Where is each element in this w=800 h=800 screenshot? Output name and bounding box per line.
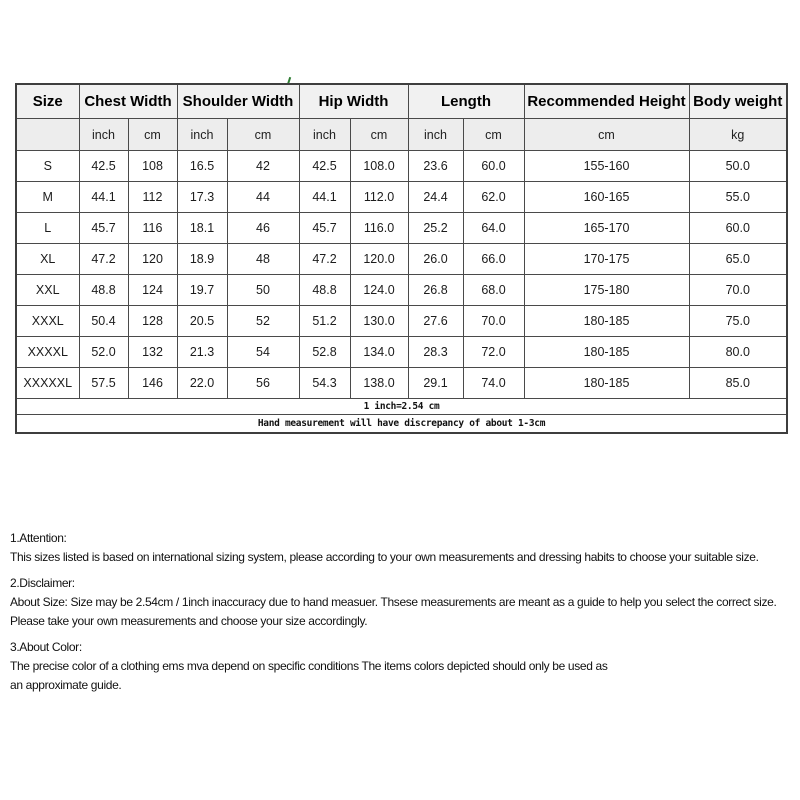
value-cell: 124 bbox=[128, 275, 177, 306]
unit-cell: cm bbox=[463, 119, 524, 151]
value-cell: 24.4 bbox=[408, 182, 463, 213]
value-cell: 44.1 bbox=[79, 182, 128, 213]
value-cell: 50.0 bbox=[689, 151, 787, 182]
table-row bbox=[16, 244, 787, 275]
column-header-chest-width: Chest Width bbox=[79, 84, 177, 119]
value-cell: 75.0 bbox=[689, 306, 787, 337]
value-cell: 52.8 bbox=[299, 337, 350, 368]
value-cell: 120.0 bbox=[350, 244, 408, 275]
unit-cell: inch bbox=[79, 119, 128, 151]
column-header-size: Size bbox=[16, 84, 79, 119]
unit-cell: kg bbox=[689, 119, 787, 151]
note-line: The precise color of a clothing ems mva depend on specific conditions The items colors depicted should only be used as bbox=[10, 659, 608, 673]
value-cell: 116.0 bbox=[350, 213, 408, 244]
column-header-recommended-height: Recommended Height bbox=[524, 84, 689, 119]
value-cell: 120 bbox=[128, 244, 177, 275]
value-cell: 54.3 bbox=[299, 368, 350, 399]
value-cell: 47.2 bbox=[299, 244, 350, 275]
note-about-color bbox=[10, 638, 799, 695]
note-heading: 2.Disclaimer: bbox=[10, 576, 75, 590]
value-cell: 112.0 bbox=[350, 182, 408, 213]
column-header-body-weight: Body weight bbox=[689, 84, 787, 119]
note-line: Please take your own measurements and choose your size accordingly. bbox=[10, 614, 368, 628]
value-cell: 138.0 bbox=[350, 368, 408, 399]
column-header-shoulder-width: Shoulder Width bbox=[177, 84, 299, 119]
value-cell: 108.0 bbox=[350, 151, 408, 182]
note-heading: 1.Attention: bbox=[10, 531, 67, 545]
value-cell: 26.0 bbox=[408, 244, 463, 275]
note-line: an approximate guide. bbox=[10, 678, 122, 692]
value-cell: 50 bbox=[227, 275, 299, 306]
unit-header-row bbox=[16, 119, 787, 151]
value-cell: 28.3 bbox=[408, 337, 463, 368]
size-cell: M bbox=[16, 182, 79, 213]
value-cell: 68.0 bbox=[463, 275, 524, 306]
value-cell: 42.5 bbox=[299, 151, 350, 182]
table-row bbox=[16, 368, 787, 399]
size-cell: XXXXL bbox=[16, 337, 79, 368]
value-cell: 60.0 bbox=[463, 151, 524, 182]
table-row bbox=[16, 275, 787, 306]
value-cell: 65.0 bbox=[689, 244, 787, 275]
value-cell: 48.8 bbox=[299, 275, 350, 306]
value-cell: 66.0 bbox=[463, 244, 524, 275]
value-cell: 165-170 bbox=[524, 213, 689, 244]
value-cell: 170-175 bbox=[524, 244, 689, 275]
value-cell: 112 bbox=[128, 182, 177, 213]
column-header-hip-width: Hip Width bbox=[299, 84, 408, 119]
value-cell: 16.5 bbox=[177, 151, 227, 182]
value-cell: 44 bbox=[227, 182, 299, 213]
note-attention bbox=[10, 529, 799, 567]
value-cell: 22.0 bbox=[177, 368, 227, 399]
value-cell: 175-180 bbox=[524, 275, 689, 306]
value-cell: 21.3 bbox=[177, 337, 227, 368]
value-cell: 80.0 bbox=[689, 337, 787, 368]
table-row bbox=[16, 337, 787, 368]
value-cell: 47.2 bbox=[79, 244, 128, 275]
value-cell: 146 bbox=[128, 368, 177, 399]
notes-section bbox=[10, 529, 799, 702]
value-cell: 27.6 bbox=[408, 306, 463, 337]
value-cell: 134.0 bbox=[350, 337, 408, 368]
value-cell: 29.1 bbox=[408, 368, 463, 399]
table-row bbox=[16, 306, 787, 337]
value-cell: 46 bbox=[227, 213, 299, 244]
value-cell: 62.0 bbox=[463, 182, 524, 213]
column-header-length: Length bbox=[408, 84, 524, 119]
value-cell: 180-185 bbox=[524, 368, 689, 399]
value-cell: 50.4 bbox=[79, 306, 128, 337]
size-cell: XXXL bbox=[16, 306, 79, 337]
unit-cell: inch bbox=[299, 119, 350, 151]
value-cell: 54 bbox=[227, 337, 299, 368]
footnote-row bbox=[16, 415, 787, 434]
value-cell: 25.2 bbox=[408, 213, 463, 244]
unit-cell: cm bbox=[350, 119, 408, 151]
value-cell: 51.2 bbox=[299, 306, 350, 337]
note-line: About Size: Size may be 2.54cm / 1inch inaccuracy due to hand measuer. Thsese measurements are meant as a guide to help you select the correct size. bbox=[10, 595, 777, 609]
header-row bbox=[16, 84, 787, 119]
value-cell: 130.0 bbox=[350, 306, 408, 337]
value-cell: 74.0 bbox=[463, 368, 524, 399]
value-cell: 70.0 bbox=[463, 306, 524, 337]
value-cell: 17.3 bbox=[177, 182, 227, 213]
value-cell: 128 bbox=[128, 306, 177, 337]
note-disclaimer bbox=[10, 574, 799, 631]
size-cell: L bbox=[16, 213, 79, 244]
size-chart-table bbox=[15, 83, 788, 434]
value-cell: 116 bbox=[128, 213, 177, 244]
value-cell: 72.0 bbox=[463, 337, 524, 368]
footnote-measurement-discrepancy: Hand measurement will have discrepancy of about 1-3cm bbox=[16, 415, 787, 434]
unit-cell: inch bbox=[177, 119, 227, 151]
unit-cell: inch bbox=[408, 119, 463, 151]
value-cell: 85.0 bbox=[689, 368, 787, 399]
value-cell: 52.0 bbox=[79, 337, 128, 368]
value-cell: 20.5 bbox=[177, 306, 227, 337]
value-cell: 44.1 bbox=[299, 182, 350, 213]
value-cell: 45.7 bbox=[299, 213, 350, 244]
unit-cell: cm bbox=[227, 119, 299, 151]
footnote-inch-conversion: 1 inch=2.54 cm bbox=[16, 399, 787, 415]
value-cell: 60.0 bbox=[689, 213, 787, 244]
size-cell: XXXXXL bbox=[16, 368, 79, 399]
value-cell: 52 bbox=[227, 306, 299, 337]
note-line: This sizes listed is based on international sizing system, please according to your own measurements and dressing habits to choose your suitable size. bbox=[10, 550, 759, 564]
table-row bbox=[16, 182, 787, 213]
value-cell: 42 bbox=[227, 151, 299, 182]
value-cell: 18.1 bbox=[177, 213, 227, 244]
value-cell: 57.5 bbox=[79, 368, 128, 399]
value-cell: 42.5 bbox=[79, 151, 128, 182]
value-cell: 180-185 bbox=[524, 337, 689, 368]
value-cell: 132 bbox=[128, 337, 177, 368]
value-cell: 108 bbox=[128, 151, 177, 182]
value-cell: 180-185 bbox=[524, 306, 689, 337]
value-cell: 56 bbox=[227, 368, 299, 399]
table-row bbox=[16, 151, 787, 182]
value-cell: 64.0 bbox=[463, 213, 524, 244]
unit-cell: cm bbox=[524, 119, 689, 151]
value-cell: 18.9 bbox=[177, 244, 227, 275]
size-cell: XXL bbox=[16, 275, 79, 306]
table-row bbox=[16, 213, 787, 244]
size-cell: S bbox=[16, 151, 79, 182]
value-cell: 124.0 bbox=[350, 275, 408, 306]
unit-cell: cm bbox=[128, 119, 177, 151]
value-cell: 70.0 bbox=[689, 275, 787, 306]
footnote-row bbox=[16, 399, 787, 415]
size-cell: XL bbox=[16, 244, 79, 275]
value-cell: 48.8 bbox=[79, 275, 128, 306]
value-cell: 26.8 bbox=[408, 275, 463, 306]
value-cell: 45.7 bbox=[79, 213, 128, 244]
value-cell: 19.7 bbox=[177, 275, 227, 306]
value-cell: 23.6 bbox=[408, 151, 463, 182]
table-body bbox=[16, 151, 787, 399]
value-cell: 160-165 bbox=[524, 182, 689, 213]
note-heading: 3.About Color: bbox=[10, 640, 82, 654]
value-cell: 55.0 bbox=[689, 182, 787, 213]
value-cell: 48 bbox=[227, 244, 299, 275]
value-cell: 155-160 bbox=[524, 151, 689, 182]
unit-cell-empty bbox=[16, 119, 79, 151]
